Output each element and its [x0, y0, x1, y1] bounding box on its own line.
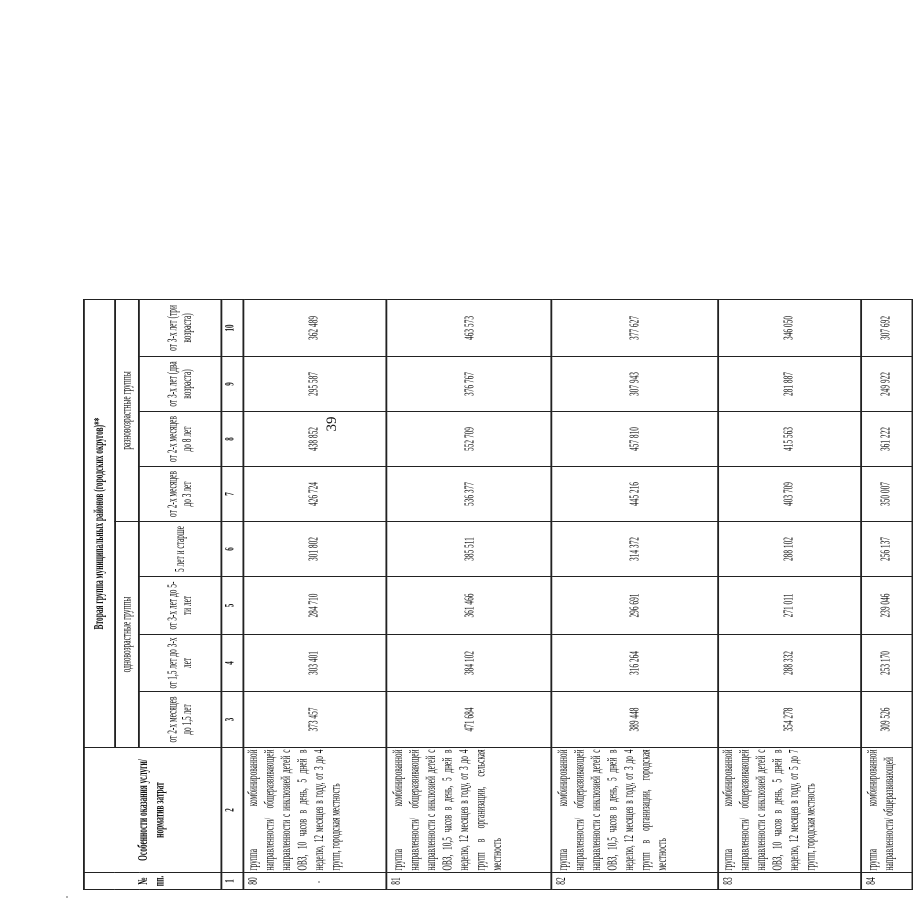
value-cell: 249 922	[862, 357, 913, 412]
value-cell: 307 692	[862, 299, 913, 356]
value-cell: 457 810	[552, 412, 717, 467]
value-cell: 426 724	[243, 467, 387, 522]
value-cell: 301 802	[243, 522, 387, 577]
column-number: 6	[221, 522, 243, 577]
value-cell: 463 573	[387, 299, 552, 356]
value-cell: 253 170	[862, 635, 913, 692]
value-cell: 239 046	[862, 577, 913, 635]
column-number: 3	[221, 692, 243, 748]
header-age-col-6: от 2-х месяцев до 8 лет	[140, 412, 221, 467]
value-cell: 361 222	[862, 412, 913, 467]
value-cell: 389 448	[552, 692, 717, 748]
column-number: 4	[221, 635, 243, 692]
header-features: Особенности оказания услуги/норматив затрат	[84, 748, 221, 873]
column-number: 2	[221, 748, 243, 873]
value-cell: 415 563	[717, 412, 861, 467]
value-cell: 284 710	[243, 577, 387, 635]
table-row	[862, 299, 913, 889]
header-no: № пп.	[84, 873, 221, 890]
table-row	[387, 299, 552, 889]
rotated-table-container	[83, 300, 913, 890]
value-cell: 309 526	[862, 692, 913, 748]
column-number: 7	[221, 467, 243, 522]
value-cell: 377 627	[552, 299, 717, 356]
value-cell: 288 332	[717, 635, 861, 692]
row-description: группа комбинированной направленности/ общеразвивающей направленности с инклюзией детей с ОВЗ, 10 часов в день, 5 дней в неделю, 12 месяцев в году, от 3 до 4 групп, городская местность	[243, 748, 387, 873]
cost-norms-table	[83, 299, 913, 890]
row-description: группа комбинированной направленности/ общеразвивающей	[862, 748, 913, 873]
value-cell: 271 011	[717, 577, 861, 635]
value-cell: 303 401	[243, 635, 387, 692]
value-cell: 316 264	[552, 635, 717, 692]
value-cell: 373 457	[243, 692, 387, 748]
value-cell: 288 102	[717, 522, 861, 577]
value-cell: 384 102	[387, 635, 552, 692]
scan-speck	[318, 881, 320, 883]
value-cell: 354 278	[717, 692, 861, 748]
table-row	[552, 299, 717, 889]
row-number: 84	[862, 873, 913, 890]
value-cell: 552 709	[387, 412, 552, 467]
value-cell: 471 684	[387, 692, 552, 748]
scan-speck	[66, 896, 68, 898]
header-age-col-8: от 3-х лет (три возраста)	[140, 299, 221, 356]
value-cell: 438 852	[243, 412, 387, 467]
value-cell: 346 050	[717, 299, 861, 356]
column-number: 10	[221, 299, 243, 356]
value-cell: 361 466	[387, 577, 552, 635]
table-row	[243, 299, 387, 889]
column-number: 9	[221, 357, 243, 412]
column-number: 1	[221, 873, 243, 890]
header-age-col-4: 5 лет и старше	[140, 522, 221, 577]
row-number: 81	[387, 873, 552, 890]
header-age-col-7: от 3-х лет (два возраста)	[140, 357, 221, 412]
value-cell: 295 587	[243, 357, 387, 412]
header-age-col-3: от 3-х лет до 5-ти лет	[140, 577, 221, 635]
value-cell: 536 377	[387, 467, 552, 522]
header-age-col-2: от 1,5 лет до 3-х лет	[140, 635, 221, 692]
row-number: 82	[552, 873, 717, 890]
table-row	[717, 299, 861, 889]
row-number: 83	[717, 873, 861, 890]
value-cell: 314 372	[552, 522, 717, 577]
column-number-row	[221, 299, 243, 889]
value-cell: 445 216	[552, 467, 717, 522]
header-mixed-age: разновозрастные группы	[114, 299, 139, 521]
header-age-col-1: от 2-х месяцев до 1,5 лет	[140, 692, 221, 748]
value-cell: 403 709	[717, 467, 861, 522]
header-same-age: одновозрастные группы	[114, 522, 139, 748]
header-second-group: Вторая группа муниципальных районов (городских округов)**	[84, 299, 114, 747]
value-cell: 256 137	[862, 522, 913, 577]
column-number: 5	[221, 577, 243, 635]
row-description: группа комбинированной направленности/ общеразвивающей направленности с инклюзией детей с ОВЗ, 10 часов в день, 5 дней в неделю, 12 месяцев в году, от 5 до 7 групп, городская местность	[717, 748, 861, 873]
value-cell: 296 691	[552, 577, 717, 635]
row-description: группа комбинированной направленности/ общеразвивающей направленности с инклюзией детей с ОВЗ, 10,5 часов в день, 5 дней в неделю, 12 месяцев в году, от 3 до 4 групп в организации, городская местность	[552, 748, 717, 873]
value-cell: 350 007	[862, 467, 913, 522]
value-cell: 376 767	[387, 357, 552, 412]
page-number: 39	[323, 416, 340, 432]
column-number: 8	[221, 412, 243, 467]
value-cell: 281 887	[717, 357, 861, 412]
value-cell: 385 511	[387, 522, 552, 577]
value-cell: 307 943	[552, 357, 717, 412]
row-number: 80	[243, 873, 387, 890]
value-cell: 362 489	[243, 299, 387, 356]
header-age-col-5: от 2-х месяцев до 3 лет	[140, 467, 221, 522]
row-description: группа комбинированной направленности/ общеразвивающей направленности с инклюзией детей с ОВЗ, 10,5 часов в день, 5 дней в неделю, 12 месяцев в году, от 3 до 4 групп в организации, сельская местность	[387, 748, 552, 873]
